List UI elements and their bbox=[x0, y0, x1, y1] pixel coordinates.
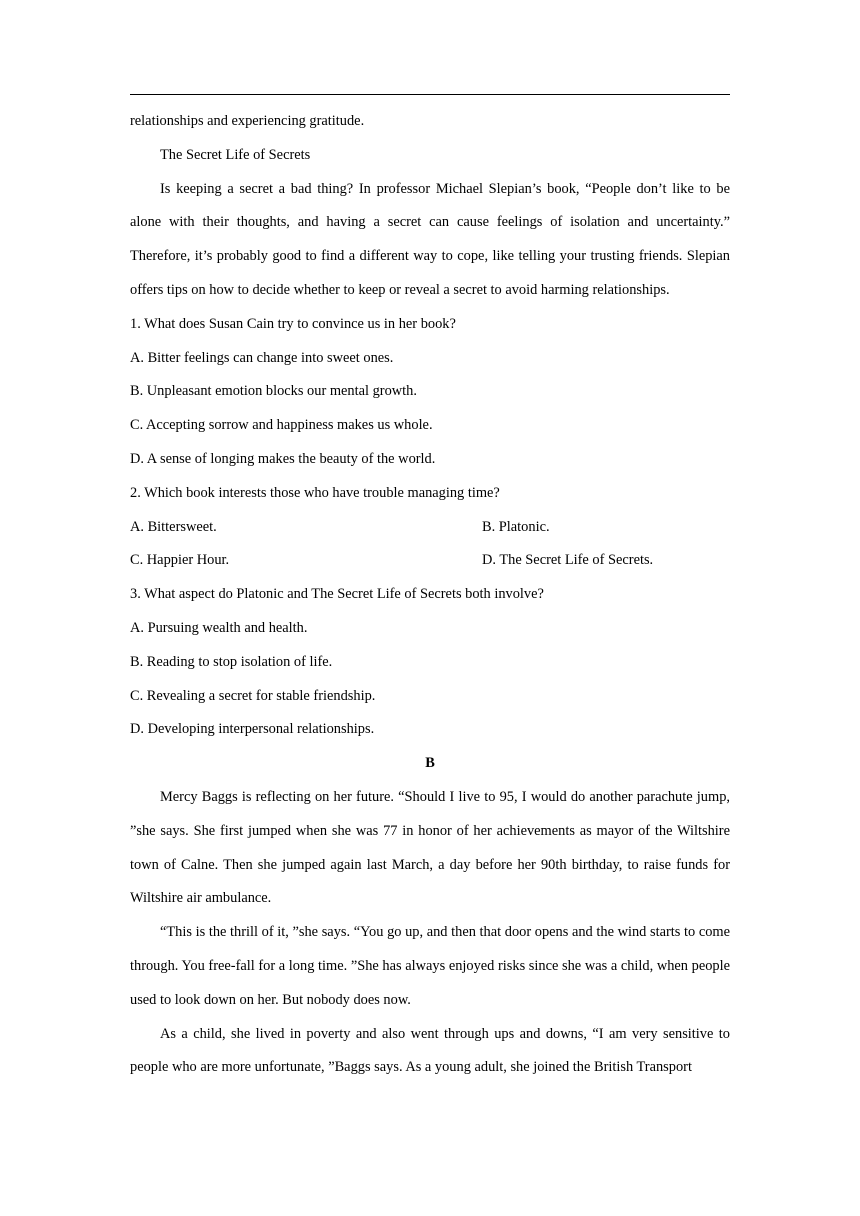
question-option: D. Developing interpersonal relationships. bbox=[130, 721, 375, 738]
section-heading: B bbox=[425, 755, 435, 772]
book-title: The Secret Life of Secrets bbox=[160, 146, 311, 163]
question-stem: 3. What aspect do Platonic and The Secret Life of Secrets both involve? bbox=[130, 586, 544, 603]
question-option: A. Bittersweet. bbox=[130, 518, 217, 535]
header-rule bbox=[130, 94, 730, 95]
question-option: B. Unpleasant emotion blocks our mental growth. bbox=[130, 383, 417, 400]
question-option: B. Reading to stop isolation of life. bbox=[130, 653, 333, 670]
question-option: D. A sense of longing makes the beauty of the world. bbox=[130, 450, 436, 467]
question-option: B. Platonic. bbox=[482, 518, 550, 535]
question-option: C. Happier Hour. bbox=[130, 552, 230, 569]
question-option: A. Bitter feelings can change into sweet ones. bbox=[130, 349, 394, 366]
question-stem: 2. Which book interests those who have trouble managing time? bbox=[130, 484, 500, 501]
passage-tail: relationships and experiencing gratitude. bbox=[130, 113, 365, 129]
question-stem: 1. What does Susan Cain try to convince us in her book? bbox=[130, 315, 456, 332]
paragraph: “This is the thrill of it, ”she says. “You go up, and then that door opens and the wind starts to come through. You free-fall for a long time. ”She has always enjoyed risks since she was a child, when people used to look down on her. But nobody does now. bbox=[130, 924, 730, 1008]
question-option: C. Accepting sorrow and happiness makes us whole. bbox=[130, 417, 433, 434]
question-option: C. Revealing a secret for stable friendship. bbox=[130, 687, 376, 704]
paragraph: As a child, she lived in poverty and also went through ups and downs, “I am very sensitive to people who are more unfortunate, ”Baggs says. As a young adult, she joined the British Transport bbox=[130, 1025, 730, 1076]
page-content bbox=[130, 105, 730, 1085]
option-row bbox=[130, 511, 730, 545]
option-row bbox=[130, 544, 730, 578]
book-description: Is keeping a secret a bad thing? In professor Michael Slepian’s book, “People don’t like to be alone with their thoughts, and having a secret can cause feelings of isolation and uncertainty.” Therefore, it’s probably good to find a different way to cope, like telling your trusting friends. Slepian offers tips on how to decide whether to keep or reveal a secret to avoid harming relationships. bbox=[130, 180, 730, 298]
paragraph: Mercy Baggs is reflecting on her future. “Should I live to 95, I would do another parachute jump, ”she says. She first jumped when she was 77 in honor of her achievements as mayor of the Wiltshire town of Calne. Then she jumped again last March, a day before her 90th birthday, to raise funds for Wiltshire air ambulance. bbox=[130, 788, 730, 907]
question-option: D. The Secret Life of Secrets. bbox=[482, 552, 654, 569]
question-option: A. Pursuing wealth and health. bbox=[130, 619, 308, 636]
